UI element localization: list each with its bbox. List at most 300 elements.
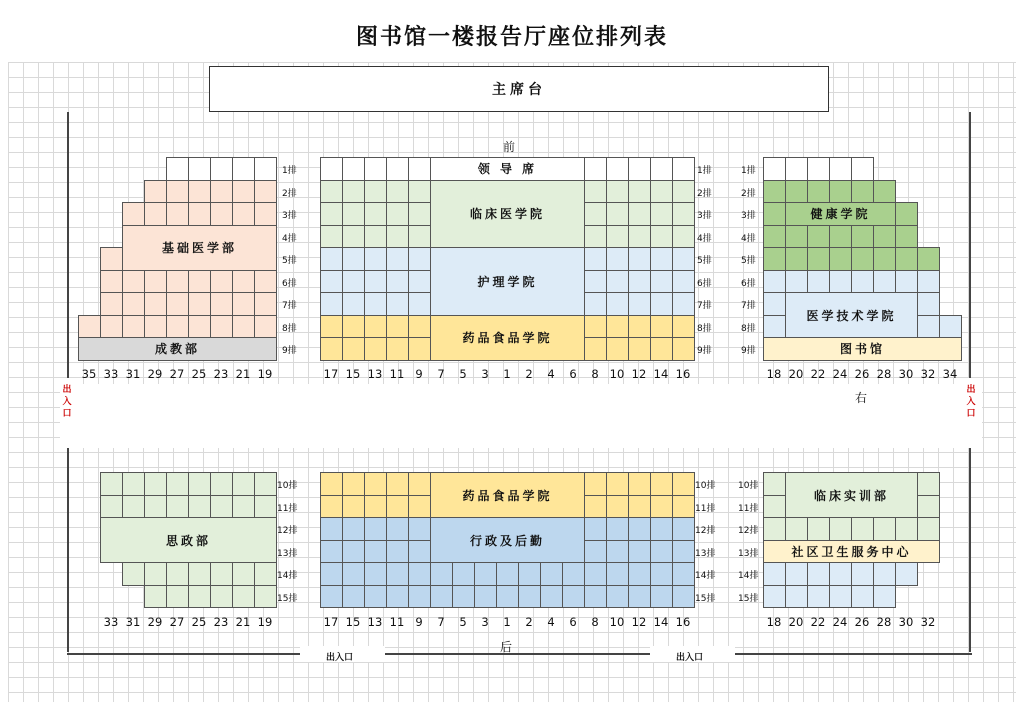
column-number: 31 xyxy=(125,367,141,381)
seat-cell xyxy=(342,517,365,541)
seat-cell xyxy=(763,472,786,496)
seat-cell xyxy=(606,585,629,609)
column-number: 27 xyxy=(169,615,185,629)
seat-cell xyxy=(364,225,387,249)
seat-cell xyxy=(386,495,409,519)
seat-cell xyxy=(188,585,211,609)
group-linchuang_shixun: 临床实训部 xyxy=(785,472,918,518)
seat-cell xyxy=(144,472,167,496)
seat-cell xyxy=(851,517,874,541)
seat-cell xyxy=(672,180,695,204)
seat-cell xyxy=(210,180,233,204)
seat-cell xyxy=(873,562,896,586)
group-yaopin: 药品食品学院 xyxy=(430,472,585,518)
seat-cell xyxy=(785,562,808,586)
seat-cell xyxy=(606,540,629,564)
seat-cell xyxy=(452,562,475,586)
column-number: 11 xyxy=(389,615,405,629)
column-number: 21 xyxy=(235,615,251,629)
seat-cell xyxy=(254,270,277,294)
seat-cell xyxy=(166,472,189,496)
seat-cell xyxy=(342,157,365,181)
seat-cell xyxy=(386,540,409,564)
row-label: 15排 xyxy=(738,593,759,604)
seat-cell xyxy=(364,585,387,609)
seat-cell xyxy=(254,472,277,496)
seat-cell xyxy=(895,562,918,586)
seat-cell xyxy=(829,517,852,541)
column-number: 20 xyxy=(788,615,804,629)
seat-cell xyxy=(232,202,255,226)
seat-cell xyxy=(408,202,431,226)
seat-cell xyxy=(320,585,343,609)
seat-cell xyxy=(166,562,189,586)
column-number: 33 xyxy=(103,615,119,629)
column-number: 1 xyxy=(503,615,511,629)
seat-cell xyxy=(584,202,607,226)
seat-cell xyxy=(628,562,651,586)
seat-cell xyxy=(320,157,343,181)
seat-cell xyxy=(672,270,695,294)
seat-cell xyxy=(188,562,211,586)
row-label: 1排 xyxy=(282,166,297,176)
column-number: 29 xyxy=(147,367,163,381)
seat-cell xyxy=(188,270,211,294)
column-number: 20 xyxy=(788,367,804,381)
seat-cell xyxy=(342,292,365,316)
seat-cell xyxy=(386,315,409,339)
seat-cell xyxy=(851,180,874,204)
seat-cell xyxy=(873,270,896,294)
seat-cell xyxy=(562,562,585,586)
seat-cell xyxy=(873,180,896,204)
seat-cell xyxy=(166,157,189,181)
seat-cell xyxy=(496,585,519,609)
seat-cell xyxy=(474,585,497,609)
group-xingzheng: 行政及后勤 xyxy=(430,517,585,563)
row-label: 6排 xyxy=(741,278,756,289)
seat-cell xyxy=(829,270,852,294)
seat-cell xyxy=(763,315,786,339)
seat-cell xyxy=(144,292,167,316)
seat-cell xyxy=(166,292,189,316)
column-number: 11 xyxy=(389,367,405,381)
seat-cell xyxy=(78,315,101,339)
seat-cell xyxy=(188,315,211,339)
seat-cell xyxy=(785,180,808,204)
column-number: 8 xyxy=(591,615,599,629)
column-number: 22 xyxy=(810,367,826,381)
seat-cell xyxy=(917,517,940,541)
group-yaopin: 药品食品学院 xyxy=(430,315,585,361)
row-label: 6排 xyxy=(697,278,712,289)
seat-cell xyxy=(100,495,123,519)
seat-cell xyxy=(364,337,387,361)
seat-cell xyxy=(122,495,145,519)
column-number: 17 xyxy=(323,615,339,629)
seat-cell xyxy=(386,517,409,541)
seat-cell xyxy=(584,315,607,339)
seat-cell xyxy=(829,562,852,586)
column-number: 16 xyxy=(675,615,691,629)
seat-cell xyxy=(408,270,431,294)
seat-cell xyxy=(342,202,365,226)
column-number: 19 xyxy=(257,367,273,381)
seat-cell xyxy=(320,495,343,519)
seat-cell xyxy=(452,585,475,609)
seat-cell xyxy=(895,517,918,541)
seat-cell xyxy=(606,337,629,361)
column-number: 15 xyxy=(345,615,361,629)
seat-cell xyxy=(807,180,830,204)
seat-cell xyxy=(320,517,343,541)
seat-cell xyxy=(584,540,607,564)
seat-cell xyxy=(785,270,808,294)
seat-cell xyxy=(232,495,255,519)
column-number: 6 xyxy=(569,367,577,381)
seat-cell xyxy=(364,517,387,541)
seat-cell xyxy=(584,337,607,361)
seat-cell xyxy=(100,292,123,316)
seat-cell xyxy=(628,495,651,519)
seat-cell xyxy=(144,180,167,204)
row-label: 11排 xyxy=(277,503,298,514)
row-label: 8排 xyxy=(282,323,297,334)
column-number: 25 xyxy=(191,367,207,381)
seat-cell xyxy=(166,270,189,294)
column-number: 33 xyxy=(103,367,119,381)
seat-cell xyxy=(606,315,629,339)
column-number: 5 xyxy=(459,367,467,381)
seat-cell xyxy=(342,562,365,586)
seat-cell xyxy=(584,180,607,204)
row-label: 3排 xyxy=(697,211,712,221)
seat-cell xyxy=(785,225,808,249)
seat-cell xyxy=(606,562,629,586)
seat-cell xyxy=(408,337,431,361)
column-number: 18 xyxy=(766,615,782,629)
column-number: 3 xyxy=(481,615,489,629)
seat-cell xyxy=(386,292,409,316)
front-label: 前 xyxy=(503,140,516,154)
column-number: 10 xyxy=(609,367,625,381)
seat-cell xyxy=(763,517,786,541)
seat-cell xyxy=(320,292,343,316)
seat-cell xyxy=(320,270,343,294)
seat-cell xyxy=(320,562,343,586)
group-jiankang: 健康学院 xyxy=(785,202,896,226)
column-number: 24 xyxy=(832,615,848,629)
column-number: 5 xyxy=(459,615,467,629)
seat-cell xyxy=(851,225,874,249)
group-linchuang_yi: 临床医学院 xyxy=(430,180,585,249)
seat-cell xyxy=(408,225,431,249)
seat-cell xyxy=(763,495,786,519)
column-number: 25 xyxy=(191,615,207,629)
seat-cell xyxy=(606,180,629,204)
column-number: 32 xyxy=(920,367,936,381)
seat-cell xyxy=(386,202,409,226)
seat-cell xyxy=(232,180,255,204)
seat-cell xyxy=(873,247,896,271)
seat-cell xyxy=(873,517,896,541)
seat-cell xyxy=(342,337,365,361)
group-shequ: 社区卫生服务中心 xyxy=(763,540,940,564)
seat-cell xyxy=(232,270,255,294)
seat-cell xyxy=(650,495,673,519)
seat-cell xyxy=(628,292,651,316)
seat-cell xyxy=(851,585,874,609)
column-number: 34 xyxy=(942,367,958,381)
seat-cell xyxy=(364,292,387,316)
seat-cell xyxy=(540,562,563,586)
seat-cell xyxy=(122,562,145,586)
seat-cell xyxy=(606,157,629,181)
seat-cell xyxy=(364,202,387,226)
seat-cell xyxy=(342,180,365,204)
seat-cell xyxy=(122,270,145,294)
seat-cell xyxy=(650,180,673,204)
seat-cell xyxy=(785,585,808,609)
seat-cell xyxy=(917,247,940,271)
column-number: 28 xyxy=(876,615,892,629)
seat-cell xyxy=(232,315,255,339)
group-huli: 护理学院 xyxy=(430,247,585,316)
seat-cell xyxy=(386,247,409,271)
seat-cell xyxy=(584,247,607,271)
seat-cell xyxy=(408,315,431,339)
seat-cell xyxy=(408,292,431,316)
column-number: 21 xyxy=(235,367,251,381)
seat-cell xyxy=(100,315,123,339)
seat-cell xyxy=(254,315,277,339)
row-label: 8排 xyxy=(697,323,712,334)
column-number: 30 xyxy=(898,367,914,381)
seat-cell xyxy=(144,270,167,294)
seat-cell xyxy=(939,315,962,339)
seat-cell xyxy=(100,270,123,294)
seat-cell xyxy=(628,517,651,541)
row-label: 1排 xyxy=(741,166,756,176)
seat-cell xyxy=(254,157,277,181)
seat-cell xyxy=(562,585,585,609)
seat-cell xyxy=(895,270,918,294)
column-number: 28 xyxy=(876,367,892,381)
seat-cell xyxy=(606,270,629,294)
seat-cell xyxy=(672,562,695,586)
seat-cell xyxy=(650,157,673,181)
seat-cell xyxy=(785,157,808,181)
seat-cell xyxy=(650,270,673,294)
seat-cell xyxy=(188,157,211,181)
seat-cell xyxy=(672,472,695,496)
row-label: 4排 xyxy=(282,233,297,244)
seat-cell xyxy=(672,202,695,226)
seat-cell xyxy=(320,337,343,361)
seat-cell xyxy=(386,157,409,181)
seat-cell xyxy=(408,180,431,204)
column-number: 4 xyxy=(547,615,555,629)
column-number: 23 xyxy=(213,367,229,381)
seat-cell xyxy=(584,562,607,586)
seat-cell xyxy=(166,585,189,609)
column-number: 19 xyxy=(257,615,273,629)
seat-cell xyxy=(210,472,233,496)
seat-cell xyxy=(166,315,189,339)
row-label: 8排 xyxy=(741,323,756,334)
row-label: 11排 xyxy=(695,503,716,514)
seat-cell xyxy=(540,585,563,609)
seat-cell xyxy=(342,225,365,249)
row-label: 9排 xyxy=(697,346,712,356)
seat-cell xyxy=(606,495,629,519)
exit-bottom-left: 出入口 xyxy=(326,653,354,663)
seat-cell xyxy=(188,495,211,519)
seat-cell xyxy=(650,472,673,496)
seat-cell xyxy=(628,315,651,339)
seat-cell xyxy=(166,202,189,226)
column-number: 10 xyxy=(609,615,625,629)
row-label: 4排 xyxy=(697,233,712,244)
seat-cell xyxy=(342,472,365,496)
seat-cell xyxy=(210,495,233,519)
seat-cell xyxy=(144,562,167,586)
seat-cell xyxy=(364,157,387,181)
page-title: 图书馆一楼报告厅座位排列表 xyxy=(355,24,668,50)
column-number: 9 xyxy=(415,367,423,381)
seat-cell xyxy=(408,247,431,271)
seat-cell xyxy=(144,315,167,339)
seat-cell xyxy=(408,585,431,609)
seat-cell xyxy=(650,225,673,249)
seat-cell xyxy=(254,495,277,519)
seat-cell xyxy=(364,495,387,519)
seat-cell xyxy=(100,247,123,271)
row-label: 10排 xyxy=(277,481,298,491)
seat-cell xyxy=(320,247,343,271)
seat-cell xyxy=(342,247,365,271)
column-number: 30 xyxy=(898,615,914,629)
seat-cell xyxy=(763,225,786,249)
seat-cell xyxy=(210,562,233,586)
seat-cell xyxy=(166,180,189,204)
column-number: 13 xyxy=(367,615,383,629)
seat-cell xyxy=(672,540,695,564)
seat-cell xyxy=(873,585,896,609)
seat-cell xyxy=(386,270,409,294)
seat-cell xyxy=(829,247,852,271)
seat-cell xyxy=(100,472,123,496)
seat-cell xyxy=(254,180,277,204)
seat-cell xyxy=(628,585,651,609)
row-label: 15排 xyxy=(277,593,298,604)
row-label: 14排 xyxy=(277,571,298,581)
row-label: 13排 xyxy=(738,548,759,559)
row-label: 11排 xyxy=(738,503,759,514)
column-number: 13 xyxy=(367,367,383,381)
row-label: 3排 xyxy=(741,211,756,221)
seat-cell xyxy=(851,247,874,271)
seat-cell xyxy=(895,202,918,226)
seat-cell xyxy=(584,157,607,181)
back-label: 后 xyxy=(500,640,513,654)
seat-cell xyxy=(807,225,830,249)
row-label: 13排 xyxy=(277,548,298,559)
seat-cell xyxy=(763,292,786,316)
right-label: 右 xyxy=(855,391,868,405)
seat-cell xyxy=(672,315,695,339)
seat-cell xyxy=(210,292,233,316)
seat-cell xyxy=(188,202,211,226)
seat-cell xyxy=(650,562,673,586)
seat-cell xyxy=(650,540,673,564)
seat-cell xyxy=(672,337,695,361)
seat-cell xyxy=(851,157,874,181)
seat-cell xyxy=(364,180,387,204)
row-label: 14排 xyxy=(738,571,759,581)
row-label: 12排 xyxy=(277,526,298,536)
seat-cell xyxy=(851,270,874,294)
seat-cell xyxy=(763,180,786,204)
seat-cell xyxy=(672,157,695,181)
seat-cell xyxy=(188,292,211,316)
seat-cell xyxy=(254,202,277,226)
column-number: 35 xyxy=(81,367,97,381)
seat-cell xyxy=(584,225,607,249)
seat-cell xyxy=(650,315,673,339)
seat-cell xyxy=(232,157,255,181)
seat-cell xyxy=(807,247,830,271)
seat-cell xyxy=(606,472,629,496)
seat-cell xyxy=(628,247,651,271)
seat-cell xyxy=(408,562,431,586)
seat-cell xyxy=(408,540,431,564)
seat-cell xyxy=(144,202,167,226)
seat-cell xyxy=(254,585,277,609)
stage: 主席台 xyxy=(209,66,829,112)
seat-cell xyxy=(606,292,629,316)
seat-cell xyxy=(672,585,695,609)
row-label: 13排 xyxy=(695,548,716,559)
seat-cell xyxy=(408,157,431,181)
seat-cell xyxy=(763,562,786,586)
column-number: 18 xyxy=(766,367,782,381)
seat-cell xyxy=(232,585,255,609)
seat-cell xyxy=(122,315,145,339)
seat-cell xyxy=(584,292,607,316)
seat-cell xyxy=(210,202,233,226)
row-label: 7排 xyxy=(282,301,297,311)
row-label: 4排 xyxy=(741,233,756,244)
seat-cell xyxy=(386,225,409,249)
row-label: 2排 xyxy=(741,188,756,199)
seat-cell xyxy=(210,157,233,181)
seat-cell xyxy=(628,337,651,361)
seat-cell xyxy=(518,562,541,586)
seat-cell xyxy=(342,270,365,294)
group-chengjiao: 成教部 xyxy=(78,337,277,361)
seat-cell xyxy=(763,247,786,271)
column-number: 12 xyxy=(631,367,647,381)
seat-cell xyxy=(873,225,896,249)
column-number: 15 xyxy=(345,367,361,381)
seat-cell xyxy=(320,202,343,226)
row-label: 3排 xyxy=(282,211,297,221)
row-label: 14排 xyxy=(695,571,716,581)
seat-cell xyxy=(895,247,918,271)
wall-bottom xyxy=(67,653,972,655)
seat-cell xyxy=(386,180,409,204)
